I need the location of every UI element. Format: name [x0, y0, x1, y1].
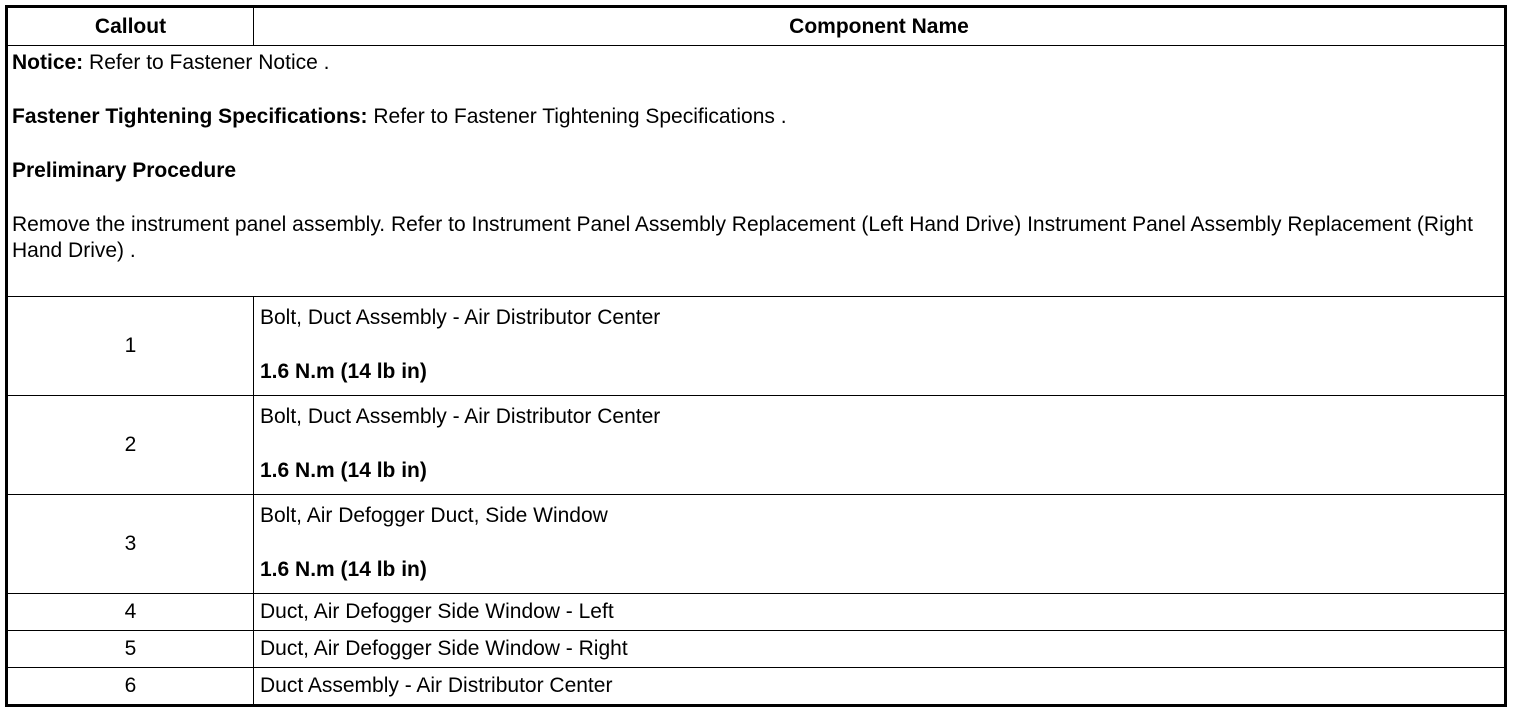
table-row: [7, 631, 1506, 668]
fastener-spec-label: Fastener Tightening Specifications:: [12, 105, 368, 128]
callout-number: 6: [7, 668, 254, 706]
component-name: Bolt, Duct Assembly - Air Distributor Center: [260, 405, 661, 428]
preliminary-procedure-heading: Preliminary Procedure: [12, 159, 237, 182]
fastener-spec-text: Refer to Fastener Tightening Specifications .: [367, 105, 787, 128]
callout-number: 5: [7, 631, 254, 668]
table-row: [7, 668, 1506, 706]
notes-row: [7, 46, 1506, 297]
notice-label: Notice:: [12, 51, 84, 74]
component-name: Bolt, Duct Assembly - Air Distributor Center: [260, 306, 661, 329]
component-table: [5, 5, 1507, 707]
callout-number: 1: [7, 297, 254, 396]
torque-spec: 1.6 N.m (14 lb in): [260, 360, 427, 383]
table-header-row: [7, 7, 1506, 46]
torque-spec: 1.6 N.m (14 lb in): [260, 558, 427, 581]
component-name: Bolt, Air Defogger Duct, Side Window: [260, 504, 608, 527]
component-cell: [254, 495, 1506, 594]
callout-number: 3: [7, 495, 254, 594]
notice-paragraph: [12, 50, 1498, 76]
component-name: Duct Assembly - Air Distributor Center: [254, 668, 1506, 706]
torque-spec: 1.6 N.m (14 lb in): [260, 459, 427, 482]
notes-cell: [7, 46, 1506, 297]
callout-number: 2: [7, 396, 254, 495]
table-row: [7, 495, 1506, 594]
table-row: [7, 594, 1506, 631]
component-name: Duct, Air Defogger Side Window - Right: [254, 631, 1506, 668]
table-row: [7, 396, 1506, 495]
fastener-spec-paragraph: [12, 104, 1498, 130]
callout-number: 4: [7, 594, 254, 631]
component-name-column-header: Component Name: [254, 7, 1506, 46]
notice-text: Refer to Fastener Notice .: [83, 51, 330, 74]
component-cell: [254, 396, 1506, 495]
callout-column-header: Callout: [7, 7, 254, 46]
component-cell: [254, 297, 1506, 396]
preliminary-procedure-text: Remove the instrument panel assembly. Refer to Instrument Panel Assembly Replacement (Left Hand Drive) Instrument Panel Assembly Replacement (Right Hand Drive) .: [12, 213, 1473, 262]
table-row: [7, 297, 1506, 396]
component-name: Duct, Air Defogger Side Window - Left: [254, 594, 1506, 631]
